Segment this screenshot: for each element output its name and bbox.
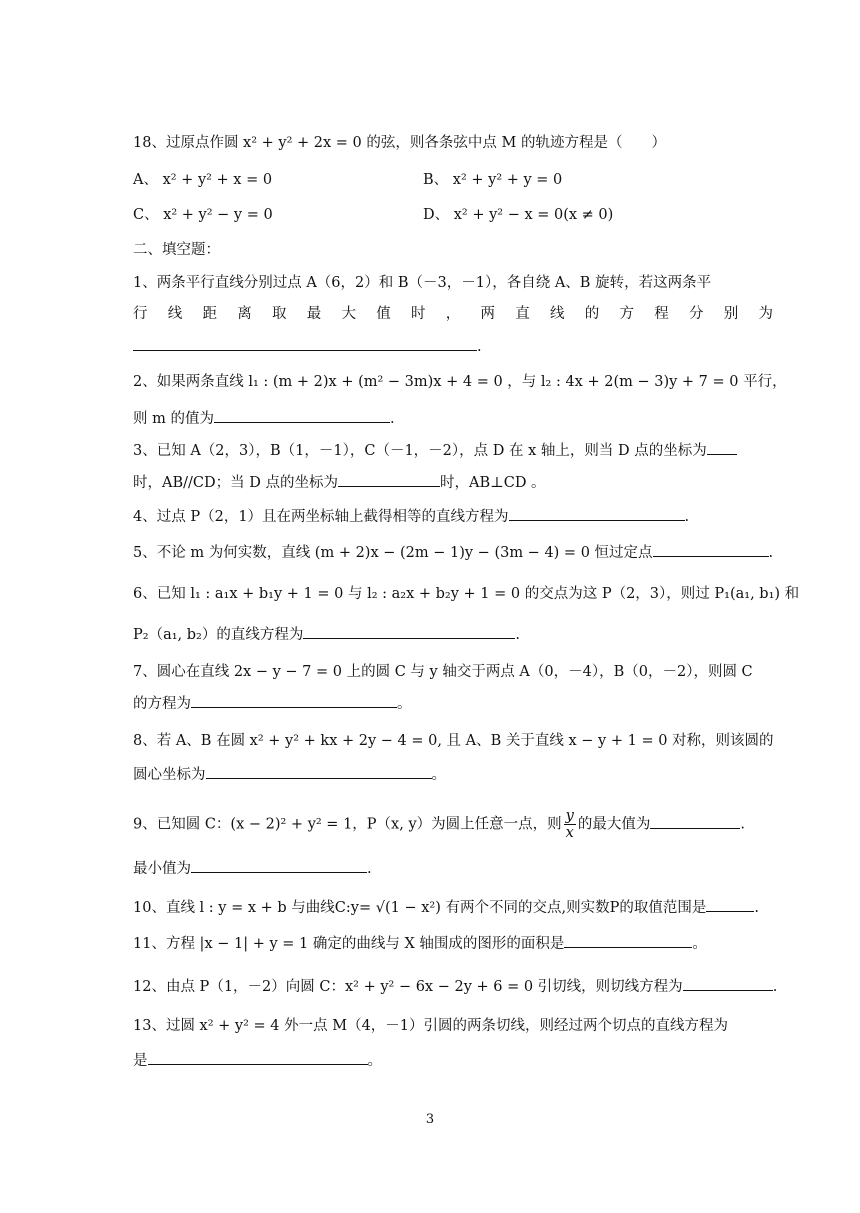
problem-13-tail: 。 <box>367 1053 382 1069</box>
problem-5 <box>133 542 773 563</box>
problem-6-tail: . <box>515 627 520 643</box>
problem-12-tail: . <box>772 979 778 995</box>
problem-6-line-1: 6、已知 l₁ : a₁x + b₁y + 1 = 0 与 l₂ : a₂x + b₂y + 1 = 0 的交点为这 P（2，3），则过 P₁(a₁, b₁) 和 <box>133 586 800 602</box>
answer-blank[interactable] <box>206 764 432 779</box>
answer-blank[interactable] <box>653 542 769 557</box>
problem-3-line-1 <box>133 440 737 461</box>
problem-10 <box>133 897 759 918</box>
problem-1-tail: . <box>477 339 482 355</box>
q18-stem: 18、过原点作圆 x² + y² + 2x = 0 的弦，则各条弦中点 M 的轨迹方程是（ ） <box>133 135 666 151</box>
problem-1-line-2: 行 线 距 离 取 最 大 值 时 ， 两 直 线 的 方 程 分 别 为 <box>133 306 773 322</box>
problem-3-prefix: 3、已知 A（2，3），B（1，－1），C（－1，－2），点 D 在 x 轴上，则当 D 点的坐标为 <box>133 443 707 459</box>
problem-4-tail: . <box>684 509 690 525</box>
fraction-y-over-x <box>564 808 576 841</box>
answer-blank[interactable] <box>191 858 367 873</box>
answer-blank[interactable] <box>133 336 477 351</box>
problem-13-line-1: 13、过圆 x² + y² = 4 外一点 M（4，－1）引圆的两条切线，则经过两个切点的直线方程为 <box>133 1018 729 1034</box>
answer-blank[interactable] <box>706 897 754 912</box>
q18-option-c: C、 x² + y² − y = 0 <box>133 207 273 223</box>
answer-blank[interactable] <box>303 624 515 639</box>
answer-blank[interactable] <box>707 440 737 455</box>
problem-4-text: 4、过点 P（2，1）且在两坐标轴上截得相等的直线方程为 <box>133 509 509 525</box>
problem-6-line-2 <box>133 624 520 645</box>
problem-12-text: 12、由点 P（1，－2）向圆 C：x² + y² − 6x − 2y + 6 = 0 引切线，则切线方程为 <box>133 979 683 995</box>
problem-2-line-1: 2、如果两条直线 l₁ : (m + 2)x + (m² − 3m)x + 4 = 0 ，与 l₂ : 4x + 2(m − 3)y + 7 = 0 平行， <box>133 374 787 390</box>
problem-2-tail: . <box>389 411 395 427</box>
answer-blank[interactable] <box>683 976 773 991</box>
answer-blank[interactable] <box>509 506 685 521</box>
problem-1-line-1: 1、两条平行直线分别过点 A（6，2）和 B（－3，－1），各自绕 A、B 旋转，若这两条平 <box>133 275 712 291</box>
answer-blank[interactable] <box>148 1050 368 1065</box>
problem-7-prefix: 的方程为 <box>133 696 191 712</box>
problem-9-line-2 <box>133 858 372 879</box>
problem-7-line-1: 7、圆心在直线 2x − y − 7 = 0 上的圆 C 与 y 轴交于两点 A（0，－4），B（0，－2），则圆 C <box>133 664 753 680</box>
answer-blank[interactable] <box>338 472 440 487</box>
q18-option-d: D、 x² + y² − x = 0(x ≠ 0) <box>423 207 614 223</box>
problem-12 <box>133 976 777 997</box>
problem-9-line-1 <box>133 808 745 841</box>
problem-3-middle: 时，AB//CD；当 D 点的坐标为 <box>133 475 338 491</box>
problem-8-line-2 <box>133 764 446 785</box>
problem-7-line-2 <box>133 693 412 714</box>
page-number: 3 <box>425 1112 435 1127</box>
fraction-denominator: x <box>565 825 574 841</box>
answer-blank[interactable] <box>214 408 390 423</box>
problem-4 <box>133 506 689 527</box>
problem-9-second-tail: . <box>367 861 372 877</box>
problem-7-tail: 。 <box>397 696 412 712</box>
problem-8-prefix: 圆心坐标为 <box>133 767 206 783</box>
problem-13-line-2 <box>133 1050 382 1071</box>
problem-6-prefix: P₂（a₁, b₂）的直线方程为 <box>133 627 304 643</box>
problem-11-tail: 。 <box>692 936 707 952</box>
answer-blank[interactable] <box>650 814 740 829</box>
problem-3-line-2 <box>133 472 546 493</box>
problem-9-second-prefix: 最小值为 <box>133 861 191 877</box>
q18-option-a: A、 x² + y² + x = 0 <box>133 172 273 188</box>
problem-10-text: 10、直线 l : y = x + b 与曲线C:y= √(1 − x²) 有两个不同的交点,则实数P的取值范围是 <box>133 900 707 916</box>
problem-5-tail: . <box>768 545 774 561</box>
q18-option-b: B、 x² + y² + y = 0 <box>423 172 563 188</box>
problem-8-tail: 。 <box>431 767 446 783</box>
problem-11 <box>133 933 707 954</box>
answer-blank[interactable] <box>191 693 397 708</box>
problem-9-middle: 的最大值为 <box>577 816 651 833</box>
problem-5-text: 5、不论 m 为何实数，直线 (m + 2)x − (2m − 1)y − (3m − 4) = 0 恒过定点 <box>133 545 653 561</box>
fraction-numerator: y <box>565 808 574 824</box>
problem-9-prefix: 9、已知圆 C：(x − 2)² + y² = 1，P（x, y）为圆上任意一点，则 <box>133 816 562 833</box>
problem-8-line-1: 8、若 A、B 在圆 x² + y² + kx + 2y − 4 = 0, 且 A、B 关于直线 x − y + 1 = 0 对称，则该圆的 <box>133 733 774 749</box>
problem-10-tail: . <box>754 900 759 916</box>
problem-11-text: 11、方程 |x − 1| + y = 1 确定的曲线与 X 轴围成的图形的面积是 <box>133 936 565 952</box>
problem-2-line-2 <box>133 408 395 429</box>
problem-2-prefix: 则 m 的值为 <box>133 411 214 427</box>
problem-9-tail: . <box>740 816 745 833</box>
problem-1-line-3 <box>133 336 482 357</box>
problem-13-prefix: 是 <box>133 1053 148 1069</box>
problem-3-tail: 时，AB⊥CD 。 <box>439 475 546 491</box>
answer-blank[interactable] <box>564 933 692 948</box>
section-title: 二、填空题： <box>133 242 220 258</box>
